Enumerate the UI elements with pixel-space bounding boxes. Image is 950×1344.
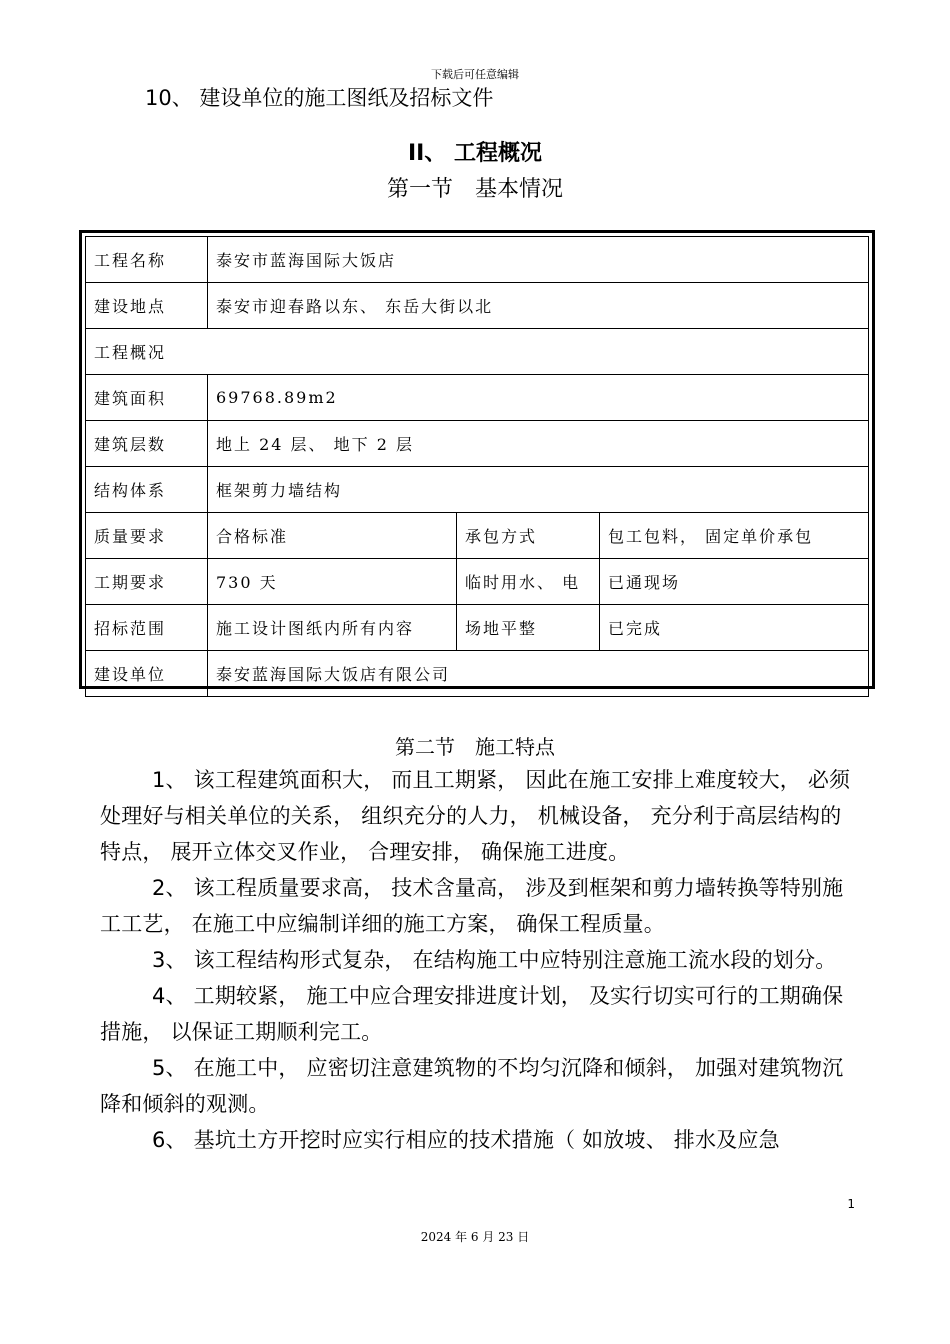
label-quality: 质量要求 <box>86 513 208 559</box>
table-row <box>86 559 869 605</box>
feature-paragraph: 6、 基坑土方开挖时应实行相应的技术措施（ 如放坡、 排水及应急 <box>152 1128 780 1152</box>
label-floors: 建筑层数 <box>86 421 208 467</box>
label-scope: 招标范围 <box>86 605 208 651</box>
value-floors: 地上 24 层、 地下 2 层 <box>208 421 869 467</box>
table-row <box>86 651 869 697</box>
value-utility: 已通现场 <box>600 559 869 605</box>
footer-date: 2024 年 6 月 23 日 <box>420 1230 530 1244</box>
value-area: 69768.89m2 <box>208 375 869 421</box>
label-leveling: 场地平整 <box>457 605 600 651</box>
header-note: 下载后可任意编辑 <box>431 68 519 81</box>
label-overview: 工程概况 <box>86 329 869 375</box>
label-structure: 结构体系 <box>86 467 208 513</box>
label-utility: 临时用水、 电 <box>457 559 600 605</box>
label-project-name: 工程名称 <box>86 237 208 283</box>
label-period: 工期要求 <box>86 559 208 605</box>
table-row <box>86 283 869 329</box>
feature-paragraph: 4、 工期较紧， 施工中应合理安排进度计划， 及实行切实可行的工期确保措施， 以保证工期顺利完工。 <box>100 984 844 1044</box>
table-row <box>86 421 869 467</box>
feature-paragraph: 2、 该工程质量要求高， 技术含量高， 涉及到框架和剪力墙转换等特别施工工艺， 在施工中应编制详细的施工方案， 确保工程质量。 <box>100 876 844 936</box>
label-site: 建设地点 <box>86 283 208 329</box>
subsection-features: 第二节 施工特点 <box>395 735 555 759</box>
feature-paragraph: 5、 在施工中， 应密切注意建筑物的不均匀沉降和倾斜， 加强对建筑物沉降和倾斜的观测。 <box>100 1056 844 1116</box>
label-owner: 建设单位 <box>86 651 208 697</box>
basic-info-table <box>79 230 875 689</box>
table-row <box>86 237 869 283</box>
label-contract: 承包方式 <box>457 513 600 559</box>
label-area: 建筑面积 <box>86 375 208 421</box>
subsection-basic-info: 第一节 基本情况 <box>386 177 563 202</box>
value-scope: 施工设计图纸内所有内容 <box>208 605 457 651</box>
features-body <box>100 762 860 1158</box>
intro-item-10: 10、 建设单位的施工图纸及招标文件 <box>145 86 494 110</box>
feature-paragraph: 3、 该工程结构形式复杂， 在结构施工中应特别注意施工流水段的划分。 <box>152 948 837 972</box>
value-site: 泰安市迎春路以东、 东岳大街以北 <box>208 283 869 329</box>
value-owner: 泰安蓝海国际大饭店有限公司 <box>208 651 869 697</box>
table-row <box>86 329 869 375</box>
section-title: II、 工程概况 <box>407 141 543 166</box>
value-project-name: 泰安市蓝海国际大饭店 <box>208 237 869 283</box>
value-period: 730 天 <box>208 559 457 605</box>
table-row <box>86 467 869 513</box>
value-quality: 合格标准 <box>208 513 457 559</box>
value-contract: 包工包料， 固定单价承包 <box>600 513 869 559</box>
table-row <box>86 375 869 421</box>
page-number: 1 <box>847 1197 855 1211</box>
table-row <box>86 605 869 651</box>
value-structure: 框架剪力墙结构 <box>208 467 869 513</box>
feature-paragraph: 1、 该工程建筑面积大， 而且工期紧， 因此在施工安排上难度较大， 必须处理好与相关单位的关系， 组织充分的人力， 机械设备， 充分利于高层结构的特点， 展开立体交叉作业， 合理安排， 确保施工进度。 <box>100 768 851 864</box>
table-row <box>86 513 869 559</box>
value-leveling: 已完成 <box>600 605 869 651</box>
